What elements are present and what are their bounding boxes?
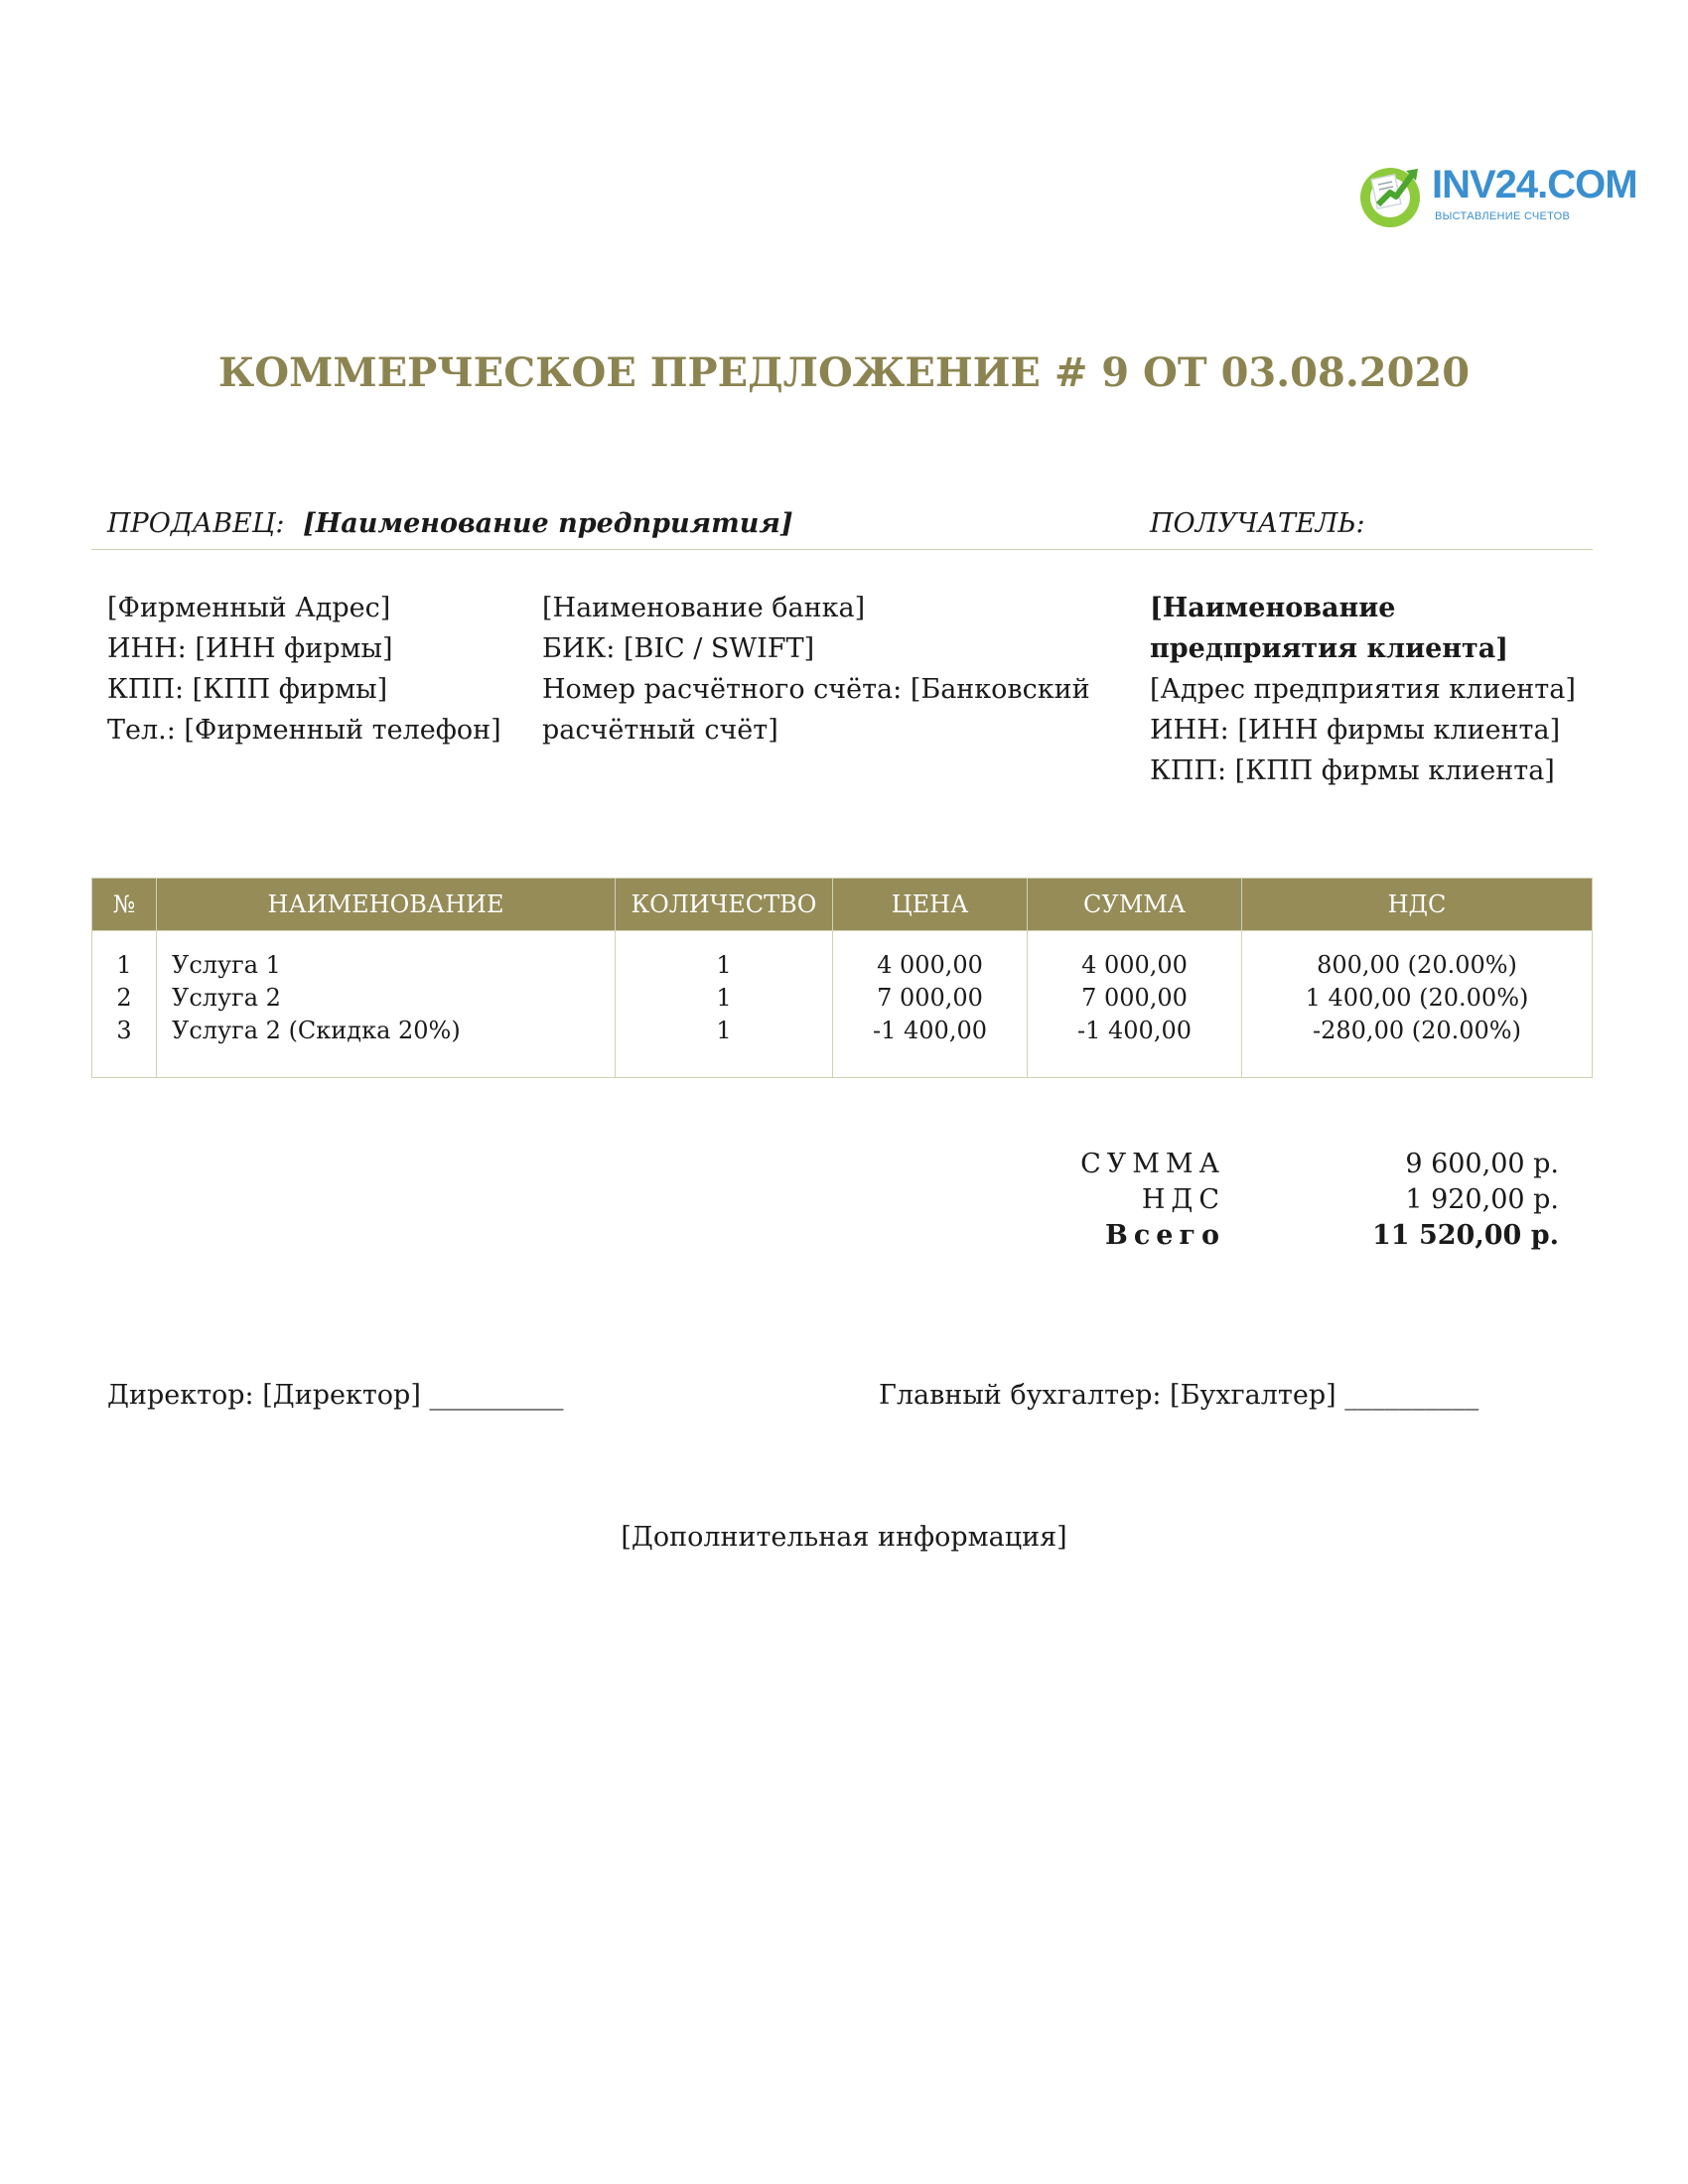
recipient-kpp: КПП: [КПП фирмы клиента] <box>1150 755 1555 786</box>
recipient-details <box>1150 588 1576 791</box>
row-price: -1 400,00 <box>873 1017 987 1044</box>
header-price: ЦЕНА <box>833 879 1028 931</box>
row-price: 4 000,00 <box>877 951 983 979</box>
totals-vat-label: НДС <box>1141 1184 1225 1215</box>
totals-total-value: 11 520,00 р. <box>1372 1220 1559 1251</box>
bank-account-line2: расчётный счёт] <box>542 715 778 746</box>
row-price: 7 000,00 <box>877 984 983 1012</box>
bank-account-line1: Номер расчётного счёта: [Банковский <box>542 674 1090 705</box>
totals-sum-value: 9 600,00 р. <box>1405 1149 1559 1179</box>
header-number: № <box>92 879 157 931</box>
bank-bik: БИК: [BIC / SWIFT] <box>542 633 815 664</box>
header-divider <box>91 549 1593 550</box>
document-title: КОММЕРЧЕСКОЕ ПРЕДЛОЖЕНИЕ # 9 ОТ 03.08.2020 <box>217 349 1471 396</box>
totals-vat-value: 1 920,00 р. <box>1405 1184 1559 1215</box>
row-sum: -1 400,00 <box>1077 1017 1192 1044</box>
row-quantity: 1 <box>716 1017 732 1044</box>
totals-total-label: Всего <box>1105 1220 1225 1251</box>
quantity-column <box>616 931 833 1078</box>
row-number: 1 <box>116 951 132 979</box>
row-name: Услуга 2 (Скидка 20%) <box>172 1017 461 1044</box>
seller-inn: ИНН: [ИНН фирмы] <box>107 633 393 664</box>
invoice-arrow-logo-icon <box>1356 161 1426 230</box>
logo-tagline: ВЫСТАВЛЕНИЕ СЧЕТОВ <box>1435 210 1571 222</box>
recipient-name-line2: предприятия клиента] <box>1150 633 1509 664</box>
table-row <box>92 931 1593 1078</box>
row-name: Услуга 2 <box>172 984 281 1012</box>
row-name: Услуга 1 <box>172 951 281 979</box>
name-column <box>157 931 616 1078</box>
row-number: 2 <box>116 984 132 1012</box>
vat-column <box>1242 931 1593 1078</box>
header-name: НАИМЕНОВАНИЕ <box>157 879 616 931</box>
recipient-label: ПОЛУЧАТЕЛЬ: <box>1150 508 1365 539</box>
additional-info: [Дополнительная информация] <box>621 1522 1067 1553</box>
header-quantity: КОЛИЧЕСТВО <box>616 879 833 931</box>
seller-address: [Фирменный Адрес] <box>107 593 391 623</box>
recipient-inn: ИНН: [ИНН фирмы клиента] <box>1150 715 1561 746</box>
seller-details <box>107 588 501 751</box>
seller-phone: Тел.: [Фирменный телефон] <box>107 715 501 746</box>
items-table <box>91 878 1593 1078</box>
seller-name: [Наименование предприятия] <box>303 508 793 539</box>
bank-name: [Наименование банка] <box>542 593 866 623</box>
recipient-name-line1: [Наименование <box>1150 593 1396 623</box>
sum-column <box>1028 931 1242 1078</box>
row-sum: 7 000,00 <box>1081 984 1188 1012</box>
row-number: 3 <box>116 1017 132 1044</box>
accountant-signature: Главный бухгалтер: [Бухгалтер] __________ <box>879 1380 1479 1411</box>
row-quantity: 1 <box>716 951 732 979</box>
seller-kpp: КПП: [КПП фирмы] <box>107 674 388 705</box>
bank-details <box>542 588 1090 751</box>
row-sum: 4 000,00 <box>1081 951 1188 979</box>
director-signature: Директор: [Директор] __________ <box>107 1380 564 1411</box>
company-logo <box>1356 159 1637 238</box>
seller-label: ПРОДАВЕЦ: <box>107 508 285 539</box>
row-vat: -280,00 (20.00%) <box>1313 1017 1521 1044</box>
number-column <box>92 931 157 1078</box>
row-quantity: 1 <box>716 984 732 1012</box>
row-vat: 800,00 (20.00%) <box>1317 951 1517 979</box>
row-vat: 1 400,00 (20.00%) <box>1305 984 1529 1012</box>
totals-sum-label: СУММА <box>1080 1149 1225 1179</box>
header-sum: СУММА <box>1028 879 1242 931</box>
header-vat: НДС <box>1242 879 1593 931</box>
table-header-row <box>92 879 1593 931</box>
price-column <box>833 931 1028 1078</box>
recipient-address: [Адрес предприятия клиента] <box>1150 674 1576 705</box>
logo-brand-text: INV24.COM <box>1432 163 1637 206</box>
